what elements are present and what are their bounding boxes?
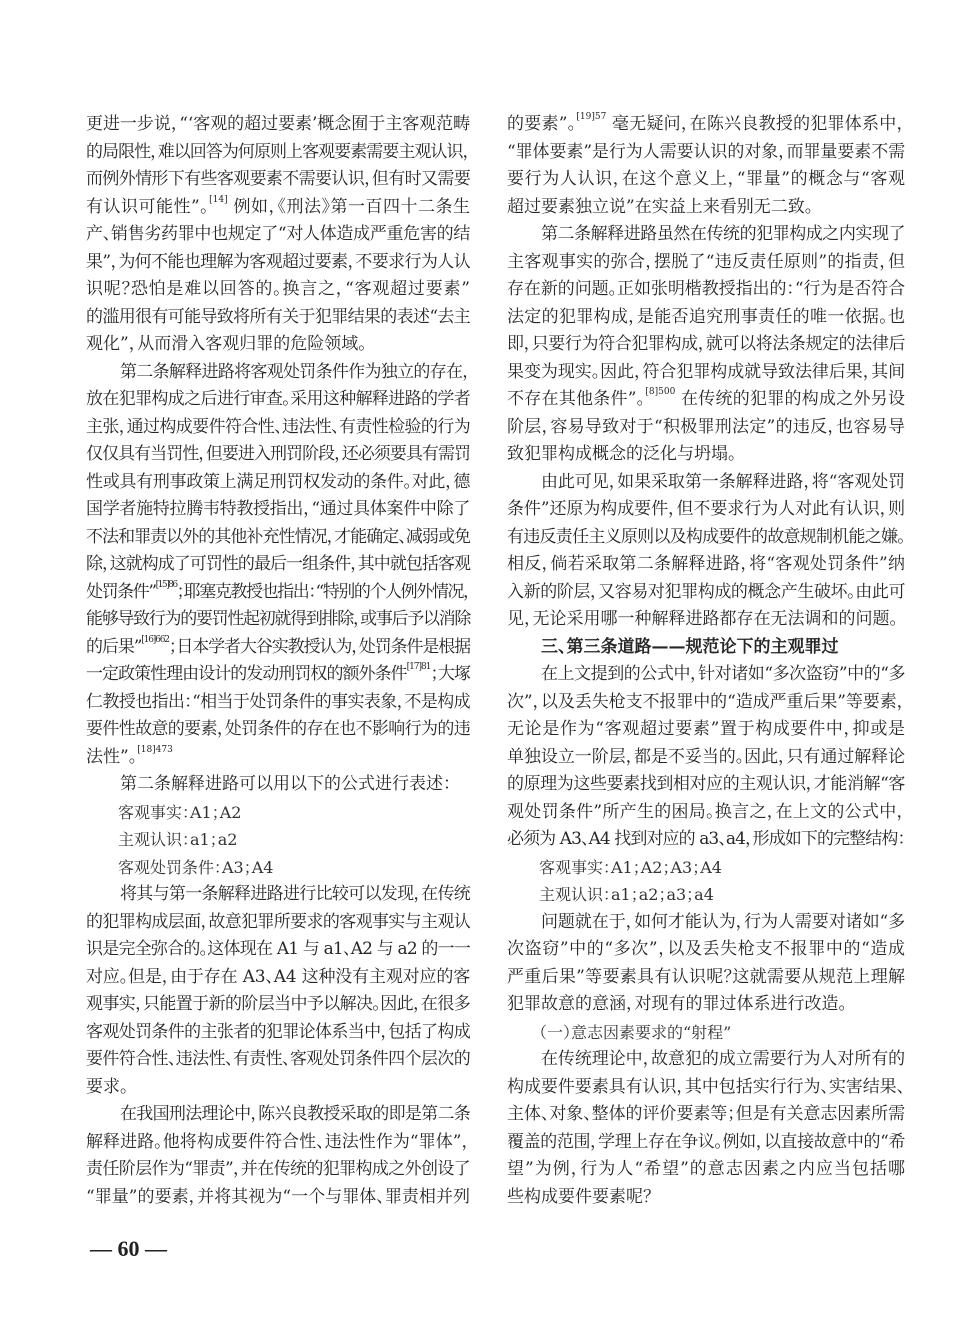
text-line — [507, 111, 905, 139]
formula-line — [86, 826, 470, 854]
text-line — [507, 1074, 905, 1102]
text-segment: 即，只要行为符合犯罪构成，就可以将法条规定的法律后 — [507, 334, 905, 354]
text-segment: 识呢？恐怕是难以回答的。换言之，“客观超过要素” — [86, 279, 470, 299]
text-segment: “罪体要素”是行为人需要认识的对象，而罪量要素不需 — [507, 141, 905, 162]
text-line — [86, 716, 470, 744]
text-line — [507, 579, 905, 607]
text-segment: （一）意志因素要求的“射程” — [539, 1022, 732, 1042]
text-segment: 要行为人认识，在这个意义上，“罪量”的概念与“客观 — [507, 169, 905, 189]
text-line — [507, 1156, 905, 1184]
text-line — [86, 606, 470, 634]
formula-line — [507, 854, 905, 882]
text-segment: 国学者施特拉腾韦特教授指出，“通过具体案件中除了 — [86, 499, 470, 519]
text-segment: 在我国刑法理论中，陈兴良教授采取的即是第二条 — [120, 1104, 470, 1124]
text-line — [86, 1129, 470, 1157]
text-line — [86, 414, 470, 442]
text-segment: 有违反责任主义原则以及构成要件的故意规制机能之嫌。 — [507, 526, 905, 547]
text-segment: 无论是作为“客观超过要素”置于构成要件中，抑或是 — [507, 719, 905, 739]
text-segment: 在传统的犯罪的构成之外另设 — [675, 389, 905, 409]
text-line — [86, 469, 470, 497]
text-line — [86, 744, 470, 772]
text-line — [507, 496, 905, 524]
text-segment: 除，这就构成了可罚性的最后一组条件，其中就包括客观 — [86, 554, 470, 574]
text-segment: 问题就在于，如何才能认为，行为人需要对诸如“多 — [541, 911, 905, 932]
text-line — [507, 221, 905, 249]
right-text-column — [507, 111, 905, 1211]
citation-superscript: [17]81 — [406, 662, 431, 672]
text-segment: 致犯罪构成概念的泛化与坍塌。 — [507, 444, 737, 464]
text-segment: 产、销售劣药罪中也规定了“对人体造成严重危害的结 — [86, 224, 470, 244]
text-segment: 由此可见，如果采取第一条解释进路，将“客观处罚 — [541, 471, 905, 492]
text-segment: 对应。但是，由于存在 A3、A4 这种没有主观对应的客 — [86, 966, 470, 987]
text-segment: 有认识可能性”。 — [86, 196, 210, 217]
text-segment: 能够导致行为的要罚性起初就得到排除，或事后予以消除 — [86, 609, 470, 629]
text-segment: 观事实，只能置于新的阶层当中予以解决。因此，在很多 — [86, 994, 470, 1014]
text-segment: “罪量”的要素，并将其视为“一个与罪体、罪责相并列 — [86, 1186, 470, 1207]
text-segment: 的犯罪构成层面，故意犯罪所要求的客观事实与主观认 — [86, 911, 470, 932]
text-segment: 不存在其他条件”。 — [507, 389, 646, 409]
text-segment: 相反，倘若采取第二条解释进路，将“客观处罚条件”纳 — [507, 554, 905, 574]
text-line — [507, 441, 905, 469]
citation-superscript: [8]500 — [645, 387, 676, 397]
text-line — [507, 331, 905, 359]
text-line — [86, 1074, 470, 1102]
text-line — [507, 964, 905, 992]
citation-superscript: [14] — [209, 194, 228, 205]
text-segment: 严重后果”等要素具有认识呢？这就需要从规范上理解 — [507, 966, 905, 987]
text-segment: 要求。 — [86, 1076, 129, 1097]
text-segment: 必须为 A3、A4 找到对应的 a3、a4，形成如下的完整结构： — [507, 829, 905, 849]
text-line — [86, 111, 470, 139]
text-segment: 要件符合性、违法性、有责性、客观处罚条件四个层次的 — [86, 1049, 470, 1069]
text-line — [86, 1184, 470, 1212]
text-line — [86, 579, 470, 607]
text-line — [86, 249, 470, 277]
text-segment: 三、第三条道路——规范论下的主观罪过 — [541, 636, 839, 657]
text-segment: 的原理为这些要素找到相对应的主观认识，才能消解“客 — [507, 774, 905, 794]
text-segment: 阶层，容易导致对于“积极罪刑法定”的违反，也容易导 — [507, 416, 905, 437]
text-line — [507, 1101, 905, 1129]
text-line — [86, 881, 470, 909]
text-line — [507, 991, 905, 1019]
text-segment: 性或具有刑事政策上满足刑罚权发动的条件。对此，德 — [86, 471, 470, 492]
citation-superscript: [19]57 — [576, 112, 607, 122]
text-line — [86, 441, 470, 469]
text-line — [86, 331, 470, 359]
text-line — [86, 359, 470, 387]
text-segment: 的要素”。 — [507, 114, 577, 134]
text-segment: 望”为例，行为人“希望”的意志因素之内应当包括哪 — [507, 1159, 905, 1179]
citation-superscript: [15]86 — [155, 579, 177, 590]
text-segment: 犯罪故意的意涵，对现有的罪过体系进行改造。 — [507, 994, 847, 1014]
text-segment: 第二条解释进路可以用以下的公式进行表述： — [120, 774, 452, 794]
text-line — [86, 1156, 470, 1184]
text-segment: 覆盖的范围，学理上存在争议。例如，以直接故意中的“希 — [507, 1131, 905, 1152]
text-segment: 构成要件要素具有认识，其中包括实行行为、实害结果、 — [507, 1076, 905, 1097]
text-segment: 在上文提到的公式中，针对诸如“多次盗窃”中的“多 — [541, 664, 905, 684]
text-line — [86, 1101, 470, 1129]
text-segment: 的局限性，难以回答为何原则上客观要素需要主观认识， — [86, 141, 470, 162]
text-segment: 客观事实：A1；A2；A3；A4 — [539, 857, 722, 877]
text-segment: 仅仅具有当罚性，但要进入刑罚阶段，还必须要具有需罚 — [86, 444, 470, 464]
text-segment: 主客观事实的弥合，摆脱了“违反责任原则”的指责，但 — [507, 251, 905, 272]
text-segment: 法性”。 — [86, 746, 138, 767]
text-segment: 不法和罪责以外的其他补充性情况，才能确定、减弱或免 — [86, 526, 470, 547]
text-line — [86, 276, 470, 304]
text-line — [507, 551, 905, 579]
text-segment: 要件性故意的要素，处罚条件的存在也不影响行为的违 — [86, 719, 470, 739]
text-segment: 客观处罚条件：A3；A4 — [118, 857, 274, 877]
text-segment: 观化”，从而滑入客观归罪的危险领域。 — [86, 334, 367, 354]
text-line — [507, 276, 905, 304]
text-segment: 第二条解释进路虽然在传统的犯罪构成之内实现了 — [541, 224, 905, 244]
text-line — [507, 359, 905, 387]
text-line — [507, 194, 905, 222]
text-line — [86, 964, 470, 992]
text-line — [86, 771, 470, 799]
text-line — [507, 744, 905, 772]
text-line — [86, 221, 470, 249]
text-line — [507, 414, 905, 442]
text-line — [86, 551, 470, 579]
text-segment: 的后果” — [86, 636, 142, 657]
text-line — [507, 469, 905, 497]
text-segment: 主观认识：a1；a2 — [118, 830, 238, 849]
text-segment: ；耶塞克教授也指出：“特别的个人例外情况， — [176, 581, 471, 602]
text-segment: 放在犯罪构成之后进行审查。采用这种解释进路的学者 — [86, 389, 470, 409]
text-segment: 法定的犯罪构成，是能否追究刑事责任的唯一依据。也 — [507, 306, 905, 327]
text-segment: 条件”还原为构成要件，但不要求行为人对此有认识，则 — [507, 499, 905, 519]
text-segment: 果变为现实。因此，符合犯罪构成就导致法律后果，其间 — [507, 361, 905, 382]
text-line — [507, 689, 905, 717]
text-segment: 存在新的问题。正如张明楷教授指出的：“行为是否符合 — [507, 279, 905, 299]
text-segment: 仁教授也指出：“相当于处罚条件的事实表象，不是构成 — [86, 691, 470, 712]
formula-line — [507, 1019, 905, 1047]
text-line — [507, 1184, 905, 1212]
citation-superscript: [18]473 — [137, 744, 173, 755]
citation-superscript: [16]662 — [141, 634, 169, 645]
text-segment: 毫无疑问，在陈兴良教授的犯罪体系中， — [606, 114, 905, 134]
text-segment: 在传统理论中，故意犯的成立需要行为人对所有的 — [541, 1049, 905, 1069]
text-segment: ；日本学者大谷实教授认为，处罚条件是根据 — [168, 636, 470, 657]
text-segment: 入新的阶层，又容易对犯罪构成的概念产生破坏。由此可 — [507, 581, 905, 602]
text-segment: 单独设立一阶层，都是不妥当的。因此，只有通过解释论 — [507, 746, 905, 767]
text-segment: 客观事实：A1；A2 — [118, 802, 242, 822]
text-line — [507, 166, 905, 194]
formula-line — [507, 881, 905, 909]
text-line — [507, 716, 905, 744]
text-segment: 超过要素独立说”在实益上来看别无二致。 — [507, 196, 814, 217]
text-line — [86, 139, 470, 167]
text-line — [86, 936, 470, 964]
text-line — [507, 661, 905, 689]
text-segment: 次”，以及丢失枪支不报罪中的“造成严重后果”等要素， — [507, 691, 905, 712]
left-text-column — [86, 111, 470, 1211]
text-line — [507, 524, 905, 552]
text-segment: 见，无论采用哪一种解释进路都存在无法调和的问题。 — [507, 609, 898, 629]
text-line — [86, 1019, 470, 1047]
text-segment: 例如，《刑法》第一百四十二条生 — [227, 196, 470, 217]
text-segment: 解释进路。他将构成要件符合性、违法性作为“罪体”， — [86, 1131, 470, 1152]
text-segment: 责任阶层作为“罪责”，并在传统的犯罪构成之外创设了 — [86, 1159, 470, 1179]
text-line — [507, 304, 905, 332]
text-line — [86, 524, 470, 552]
text-line — [507, 826, 905, 854]
text-segment: ；大塚 — [430, 664, 470, 684]
text-segment: 第二条解释进路将客观处罚条件作为独立的存在， — [120, 361, 470, 382]
text-line — [86, 909, 470, 937]
text-line — [507, 249, 905, 277]
text-segment: 的滥用很有可能导致将所有关于犯罪结果的表述“去主 — [86, 306, 470, 327]
page-number: — 60 — — [90, 1236, 167, 1261]
text-segment: 更进一步说，“‘客观的超过要素’概念囿于主客观范畴 — [86, 114, 470, 134]
text-line — [86, 1046, 470, 1074]
text-line — [507, 606, 905, 634]
text-segment: 观处罚条件”所产生的困局。换言之，在上文的公式中， — [507, 801, 905, 822]
text-line — [86, 661, 470, 689]
text-segment: 处罚条件” — [86, 581, 156, 602]
text-line — [507, 386, 905, 414]
text-line — [86, 386, 470, 414]
text-segment: 次盗窃”中的“多次”，以及丢失枪支不报罪中的“造成 — [507, 939, 905, 959]
text-line — [86, 689, 470, 717]
text-segment: 些构成要件要素呢？ — [507, 1186, 652, 1207]
text-segment: 主观认识：a1；a2；a3；a4 — [539, 885, 714, 904]
text-line — [507, 1046, 905, 1074]
text-line — [507, 771, 905, 799]
text-line — [507, 139, 905, 167]
text-line — [86, 634, 470, 662]
text-line — [507, 936, 905, 964]
text-segment: 将其与第一条解释进路进行比较可以发现，在传统 — [120, 884, 470, 904]
text-line — [86, 991, 470, 1019]
formula-line — [86, 799, 470, 827]
text-line — [86, 304, 470, 332]
section-heading — [507, 634, 905, 662]
text-line — [86, 496, 470, 524]
text-line — [507, 1129, 905, 1157]
text-segment: 一定政策性理由设计的发动刑罚权的额外条件 — [86, 664, 407, 684]
text-line — [507, 909, 905, 937]
text-segment: 果”，为何不能也理解为客观超过要素，不要求行为人认 — [86, 251, 470, 272]
text-segment: 主张，通过构成要件符合性、违法性、有责性检验的行为 — [86, 416, 470, 437]
text-segment: 客观处罚条件的主张者的犯罪论体系当中，包括了构成 — [86, 1021, 470, 1042]
text-segment: 主体、对象、整体的评价要素等；但是有关意志因素所需 — [507, 1104, 905, 1124]
text-segment: 识是完全弥合的。这体现在 A1 与 a1、A2 与 a2 的一一 — [86, 939, 470, 959]
text-line — [86, 194, 470, 222]
text-line — [86, 166, 470, 194]
text-segment: 而例外情形下有些客观要素不需要认识，但有时又需要 — [86, 169, 470, 189]
formula-line — [86, 854, 470, 882]
text-line — [507, 799, 905, 827]
